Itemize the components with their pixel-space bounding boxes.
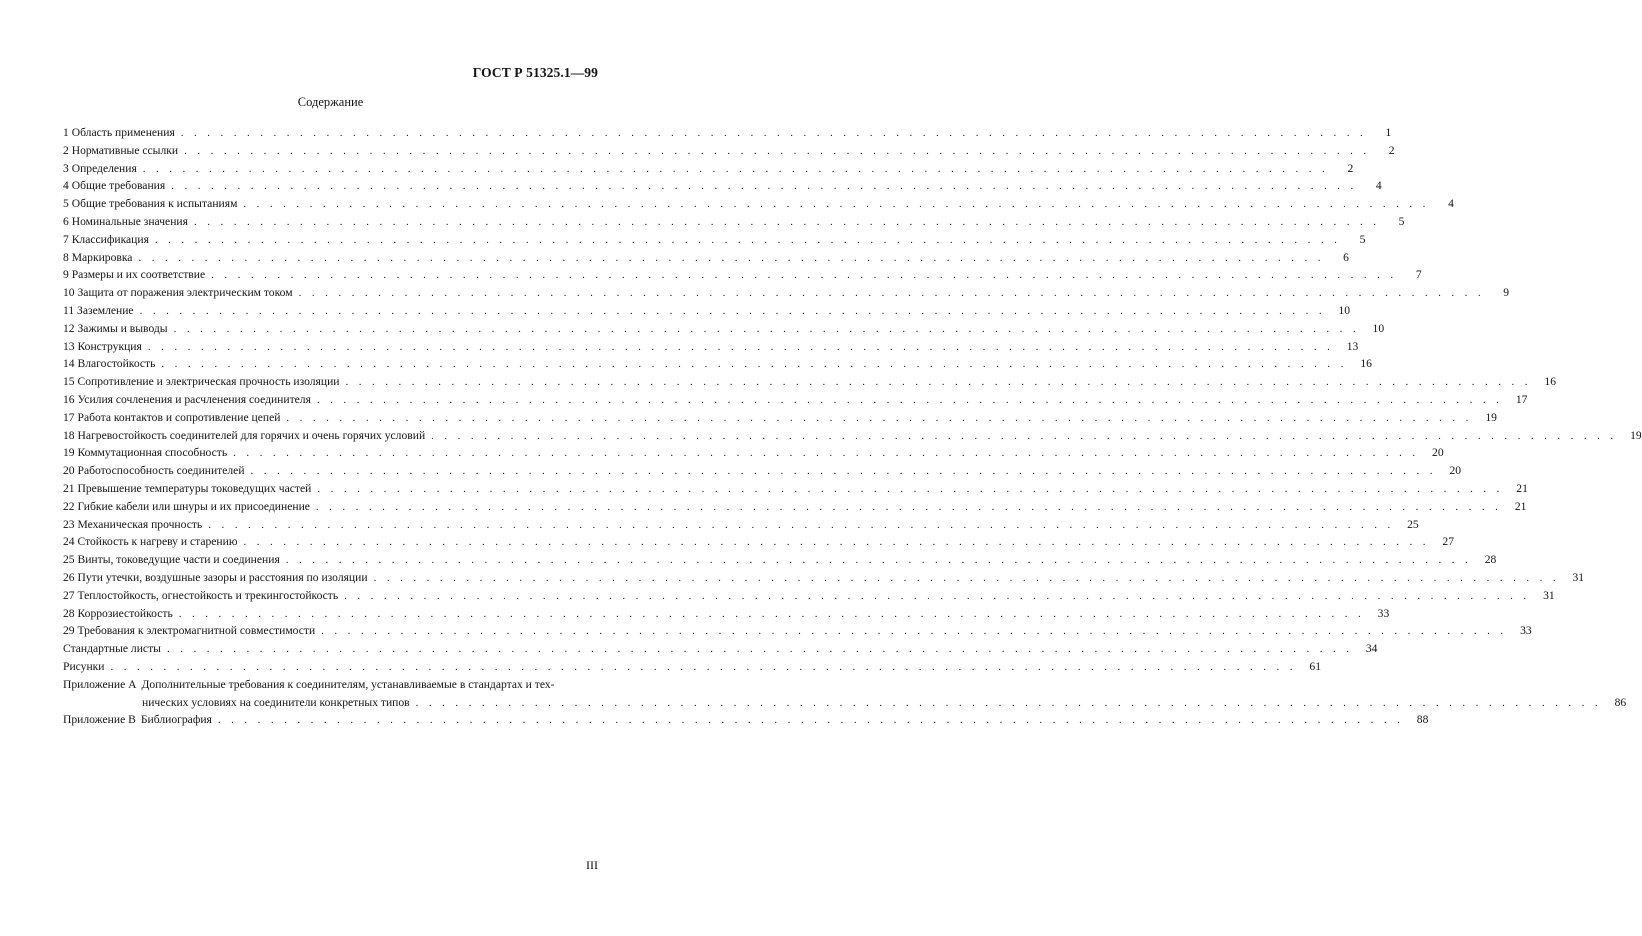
- toc-entry[interactable]: [63, 587, 1555, 605]
- page-number: III: [586, 858, 598, 872]
- dot-leader: ..........................................................................................: [217, 714, 1411, 727]
- toc-entry[interactable]: [63, 302, 1351, 320]
- dot-leader: ..........................................................................................: [298, 287, 1492, 300]
- toc-entry[interactable]: [63, 213, 1405, 231]
- toc-entry-label: 1 Область применения: [63, 124, 181, 142]
- appendix-b-page: 88: [1410, 711, 1428, 729]
- toc-entry-label: 21 Превышение температуры токоведущих частей: [63, 480, 317, 498]
- toc-entry-label: 19 Коммутационная способность: [63, 444, 233, 462]
- toc-entry[interactable]: [63, 409, 1497, 427]
- toc-entry-page: 2: [1377, 142, 1395, 160]
- table-of-contents: [63, 124, 1642, 729]
- toc-entry[interactable]: [63, 516, 1419, 534]
- dot-leader: ..........................................................................................: [431, 429, 1624, 442]
- dot-leader: ..........................................................................................: [171, 180, 1364, 193]
- dot-leader: ..........................................................................................: [321, 625, 1514, 638]
- dot-leader: ..........................................................................................: [166, 643, 1360, 656]
- toc-entry-page: 17: [1509, 391, 1527, 409]
- toc-entry-label: 3 Определения: [63, 160, 143, 178]
- toc-entry[interactable]: [63, 462, 1462, 480]
- document-id: ГОСТ Р 51325.1—99: [472, 65, 598, 80]
- toc-entry-appendix-b[interactable]: [63, 711, 1429, 729]
- dot-leader: ..........................................................................................: [139, 304, 1333, 317]
- appendix-b-title: Библиография: [141, 711, 218, 729]
- toc-entry-page: 2: [1335, 160, 1353, 178]
- toc-entry[interactable]: [63, 177, 1382, 195]
- toc-entry-page: 20: [1426, 444, 1444, 462]
- toc-entry[interactable]: [63, 533, 1454, 551]
- toc-entry-label: Рисунки: [63, 658, 110, 676]
- dot-leader: ..........................................................................................: [415, 696, 1609, 709]
- toc-entry-page: 10: [1332, 302, 1350, 320]
- toc-entry[interactable]: [63, 569, 1585, 587]
- dot-leader: ..........................................................................................: [373, 571, 1567, 584]
- toc-entry[interactable]: [63, 355, 1372, 373]
- toc-entry-page: 21: [1510, 480, 1528, 498]
- dot-leader: ..........................................................................................: [211, 269, 1404, 282]
- dot-leader: ..........................................................................................: [184, 144, 1377, 157]
- toc-entry-page: 9: [1491, 284, 1509, 302]
- toc-entry[interactable]: [63, 160, 1354, 178]
- toc-entry-label: 16 Усилия сочленения и расчленения соединителя: [63, 391, 317, 409]
- toc-entry-page: 28: [1478, 551, 1496, 569]
- appendix-a-page: 86: [1608, 694, 1626, 712]
- dot-leader: ..........................................................................................: [208, 518, 1401, 531]
- toc-entry-label: 20 Работоспособность соединителей: [63, 462, 251, 480]
- dot-leader: ..........................................................................................: [315, 500, 1509, 513]
- toc-entry-page: 19: [1624, 427, 1642, 445]
- toc-entry-page: 20: [1443, 462, 1461, 480]
- toc-entry[interactable]: [63, 124, 1392, 142]
- toc-title: Содержание: [297, 95, 364, 109]
- toc-entry-label: 2 Нормативные ссылки: [63, 142, 184, 160]
- toc-entry[interactable]: [63, 444, 1444, 462]
- toc-entry[interactable]: [63, 622, 1532, 640]
- toc-entry[interactable]: [63, 551, 1497, 569]
- toc-entry-label: 13 Конструкция: [63, 338, 148, 356]
- toc-entry-label: 8 Маркировка: [63, 249, 138, 267]
- toc-entry-page: 7: [1404, 266, 1422, 284]
- toc-entry-page: 33: [1371, 605, 1389, 623]
- toc-entry-label: 27 Теплостойкость, огнестойкость и трекингостойкость: [63, 587, 344, 605]
- dot-leader: ..........................................................................................: [286, 411, 1479, 424]
- toc-entry-label: 26 Пути утечки, воздушные зазоры и расстояния по изоляции: [63, 569, 374, 587]
- dot-leader: ..........................................................................................: [345, 376, 1538, 389]
- appendix-a-title-line2: нических условиях на соединители конкретных типов: [142, 694, 416, 712]
- toc-entry[interactable]: [63, 391, 1528, 409]
- toc-entry-label: 14 Влагостойкость: [63, 355, 161, 373]
- toc-entry[interactable]: [63, 605, 1390, 623]
- toc-entry[interactable]: [63, 338, 1359, 356]
- toc-entry-page: 10: [1366, 320, 1384, 338]
- toc-entry[interactable]: [63, 640, 1378, 658]
- toc-entry-page: 4: [1364, 177, 1382, 195]
- toc-entry[interactable]: [63, 231, 1366, 249]
- toc-entry-label: 6 Номинальные значения: [63, 213, 194, 231]
- toc-entry-page: 16: [1538, 373, 1556, 391]
- toc-entry-label: 15 Сопротивление и электрическая прочность изоляции: [63, 373, 346, 391]
- toc-entry[interactable]: [63, 284, 1510, 302]
- appendix-b-prefix: Приложение В: [63, 713, 136, 727]
- toc-entry[interactable]: [63, 480, 1528, 498]
- toc-entry-label: 17 Работа контактов и сопротивление цепей: [63, 409, 286, 427]
- toc-entry-label: Стандартные листы: [63, 640, 167, 658]
- toc-entry-label: 18 Нагревостойкость соединителей для горячих и очень горячих условий: [63, 427, 431, 445]
- toc-entry-label: 11 Заземление: [63, 302, 140, 320]
- toc-entry-label: 12 Зажимы и выводы: [63, 320, 174, 338]
- toc-entry-page: 25: [1401, 516, 1419, 534]
- toc-entry-label: 24 Стойкость к нагреву и старению: [63, 533, 243, 551]
- dot-leader: ..........................................................................................: [173, 322, 1367, 335]
- dot-leader: ..........................................................................................: [154, 233, 1348, 246]
- appendix-a-title-line1: Дополнительные требования к соединителям, устанавливаемые в стандартах и тех-: [141, 677, 555, 691]
- toc-entry-label: 23 Механическая прочность: [63, 516, 208, 534]
- toc-entry-label: 4 Общие требования: [63, 177, 171, 195]
- toc-entry-label: 22 Гибкие кабели или шнуры и их присоединение: [63, 498, 316, 516]
- dot-leader: ..........................................................................................: [147, 340, 1341, 353]
- toc-entry[interactable]: [63, 195, 1454, 213]
- dot-leader: ..........................................................................................: [180, 127, 1374, 139]
- toc-entry-page: 31: [1566, 569, 1584, 587]
- toc-entry-page: 4: [1436, 195, 1454, 213]
- toc-entry-label: 9 Размеры и их соответствие: [63, 266, 211, 284]
- dot-leader: ..........................................................................................: [142, 162, 1336, 175]
- dot-leader: ..........................................................................................: [250, 465, 1444, 478]
- dot-leader: ..........................................................................................: [243, 536, 1436, 549]
- toc-entry-page: 33: [1514, 622, 1532, 640]
- toc-entry-page: 6: [1331, 249, 1349, 267]
- toc-entry[interactable]: [63, 373, 1556, 391]
- toc-entry-appendix-a[interactable]: [63, 676, 1627, 712]
- toc-entry-page: 1: [1373, 124, 1391, 142]
- toc-entry-page: 13: [1340, 338, 1358, 356]
- toc-entry-label: 7 Классификация: [63, 231, 155, 249]
- toc-entry[interactable]: [63, 427, 1642, 445]
- toc-entry[interactable]: [63, 266, 1422, 284]
- toc-entry-page: 27: [1436, 533, 1454, 551]
- toc-entry[interactable]: [63, 249, 1349, 267]
- toc-entry[interactable]: [63, 658, 1321, 676]
- dot-leader: ..........................................................................................: [178, 607, 1372, 620]
- dot-leader: ..........................................................................................: [233, 447, 1426, 460]
- toc-entry-page: 61: [1303, 658, 1321, 676]
- toc-entry-page: 21: [1508, 498, 1526, 516]
- toc-entry-page: 5: [1386, 213, 1404, 231]
- dot-leader: ..........................................................................................: [317, 482, 1510, 495]
- toc-entry-label: 28 Коррозиестойкость: [63, 605, 179, 623]
- toc-entry[interactable]: [63, 498, 1527, 516]
- toc-entry[interactable]: [63, 320, 1385, 338]
- toc-entry-label: 25 Винты, токоведущие части и соединения: [63, 551, 286, 569]
- appendix-a-prefix: Приложение А: [63, 677, 137, 691]
- dot-leader: ..........................................................................................: [344, 589, 1537, 602]
- dot-leader: ..........................................................................................: [138, 251, 1331, 264]
- toc-entry-label: 5 Общие требования к испытаниям: [63, 195, 243, 213]
- toc-entry-page: 19: [1479, 409, 1497, 427]
- toc-entry-label: 29 Требования к электромагнитной совместимости: [63, 622, 321, 640]
- dot-leader: ..........................................................................................: [285, 554, 1479, 567]
- toc-entry-label: 10 Защита от поражения электрическим током: [63, 284, 299, 302]
- dot-leader: ..........................................................................................: [161, 358, 1354, 371]
- toc-entry-page: 31: [1537, 587, 1555, 605]
- dot-leader: ..........................................................................................: [243, 198, 1436, 211]
- toc-entry[interactable]: [63, 142, 1395, 160]
- toc-entry-page: 34: [1359, 640, 1377, 658]
- dot-leader: ..........................................................................................: [110, 660, 1303, 673]
- dot-leader: ..........................................................................................: [193, 215, 1387, 228]
- dot-leader: ..........................................................................................: [316, 393, 1510, 406]
- toc-entry-page: 16: [1354, 355, 1372, 373]
- toc-entry-page: 5: [1347, 231, 1365, 249]
